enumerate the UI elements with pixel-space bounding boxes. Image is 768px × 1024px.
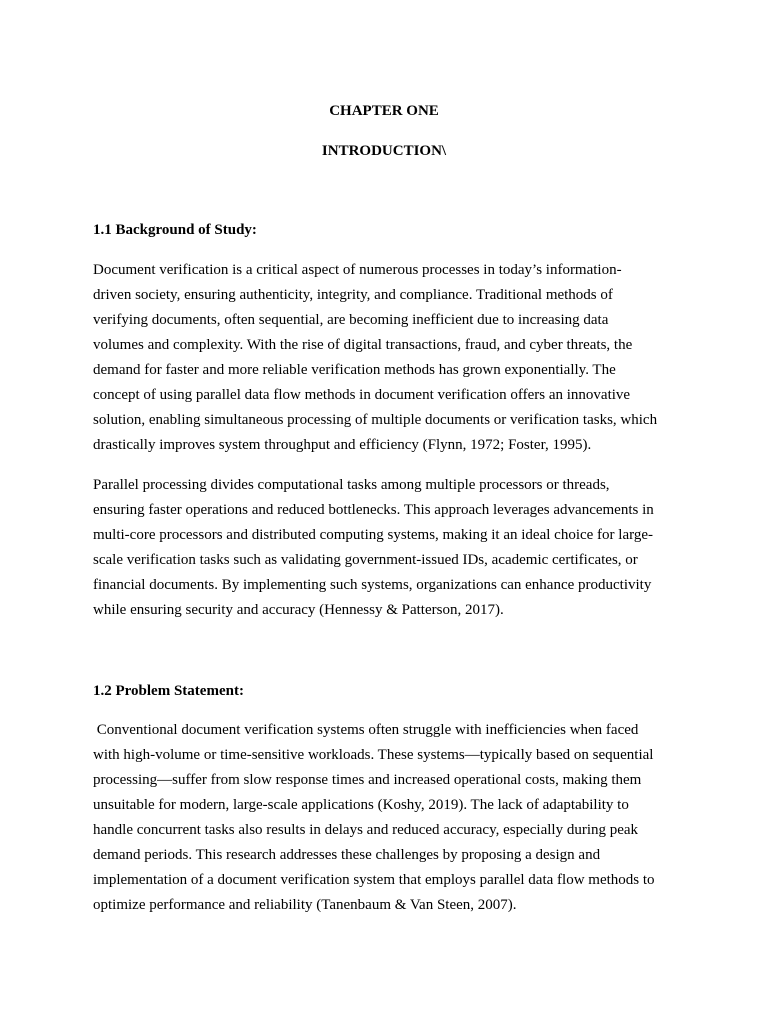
paragraph-line: drastically improves system throughput and efficiency (Flynn, 1972; Foster, 1995). — [93, 437, 592, 453]
paragraph-line: solution, enabling simultaneous processing of multiple documents or verification tasks, which — [93, 412, 658, 428]
paragraph-line: processing—suffer from slow response times and increased operational costs, making them — [93, 772, 642, 788]
paragraph-line: Parallel processing divides computational tasks among multiple processors or threads, — [93, 477, 610, 493]
paragraph-line: demand periods. This research addresses these challenges by proposing a design and — [93, 847, 601, 863]
paragraph-line: scale verification tasks such as validating government-issued IDs, academic certificates, or — [93, 552, 638, 568]
chapter-subtitle: INTRODUCTION\ — [321, 143, 447, 159]
paragraph-line: financial documents. By implementing such systems, organizations can enhance productivity — [93, 577, 652, 593]
paragraph-line: handle concurrent tasks also results in delays and reduced accuracy, especially during peak — [93, 822, 639, 838]
section-heading-problem-statement: 1.2 Problem Statement: — [93, 683, 244, 699]
paragraph-line: Conventional document verification systems often struggle with inefficiencies when faced — [93, 722, 639, 738]
paragraph-line: while ensuring security and accuracy (Hennessy & Patterson, 2017). — [93, 602, 504, 618]
paragraph-line: demand for faster and more reliable verification methods has grown exponentially. The — [93, 362, 616, 378]
paragraph-line: ensuring faster operations and reduced bottlenecks. This approach leverages advancements in — [93, 502, 654, 518]
paragraph-line: verifying documents, often sequential, are becoming inefficient due to increasing data — [93, 312, 609, 328]
paragraph-line: implementation of a document verification system that employs parallel data flow methods to — [93, 872, 655, 888]
paragraph-background-1 — [93, 258, 683, 458]
paragraph-line: unsuitable for modern, large-scale applications (Koshy, 2019). The lack of adaptability to — [93, 797, 629, 813]
paragraph-line: driven society, ensuring authenticity, integrity, and compliance. Traditional methods of — [93, 287, 613, 303]
paragraph-line: multi-core processors and distributed computing systems, making it an ideal choice for large- — [93, 527, 653, 543]
paragraph-line: optimize performance and reliability (Tanenbaum & Van Steen, 2007). — [93, 897, 517, 913]
paragraph-background-2 — [93, 473, 683, 623]
paragraph-line: volumes and complexity. With the rise of digital transactions, fraud, and cyber threats, the — [93, 337, 633, 353]
section-heading-background: 1.1 Background of Study: — [93, 222, 257, 238]
paragraph-line: with high-volume or time-sensitive workloads. These systems—typically based on sequential — [93, 747, 654, 763]
chapter-title: CHAPTER ONE — [329, 103, 439, 119]
paragraph-problem-statement — [93, 718, 683, 918]
paragraph-line: Document verification is a critical aspect of numerous processes in today’s information- — [93, 262, 622, 278]
paragraph-line: concept of using parallel data flow methods in document verification offers an innovative — [93, 387, 631, 403]
